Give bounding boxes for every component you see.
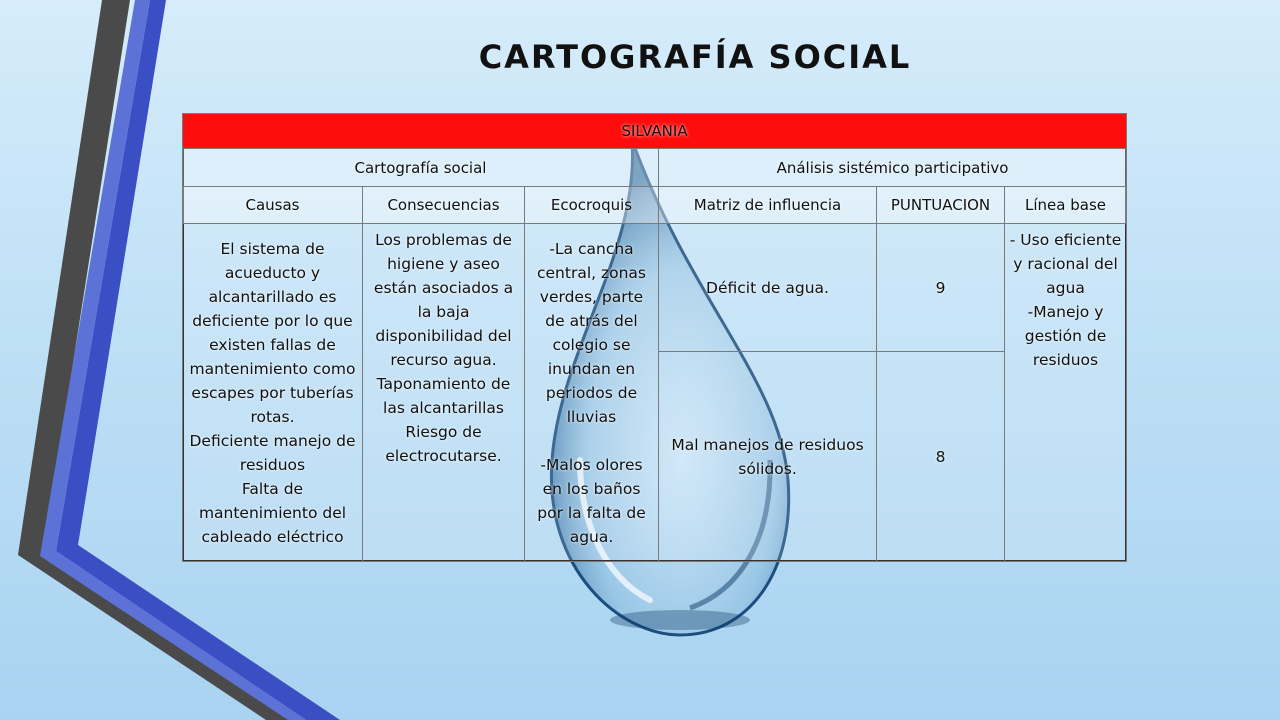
cell-linea-base bbox=[1005, 224, 1127, 562]
column-header-ecocroquis: Ecocroquis bbox=[525, 187, 659, 224]
causa-text: Deficiente manejo de residuos bbox=[189, 431, 356, 474]
column-header-puntuacion: PUNTUACION bbox=[877, 187, 1005, 224]
ecocroquis-text: -Malos olores en los baños por la falta de agua. bbox=[537, 455, 646, 546]
column-header-linea-base: Línea base bbox=[1005, 187, 1127, 224]
cell-causas bbox=[183, 224, 363, 562]
linea-base-text: - Uso eficiente y racional del agua bbox=[1009, 231, 1122, 297]
consecuencia-text: Los problemas de higiene y aseo están asociados a la baja disponibilidad del recurso agua. bbox=[373, 231, 514, 369]
cartografia-table bbox=[182, 113, 1127, 562]
consecuencia-text: Taponamiento de las alcantarillas bbox=[376, 375, 511, 417]
cell-consecuencias bbox=[363, 224, 525, 562]
linea-base-text: -Manejo y gestión de residuos bbox=[1024, 303, 1107, 369]
group-cartografia-social: Cartografía social bbox=[183, 149, 659, 187]
page-title: CARTOGRAFÍA SOCIAL bbox=[478, 38, 912, 76]
column-header-consecuencias: Consecuencias bbox=[363, 187, 525, 224]
causa-text: Falta de mantenimiento del cableado eléctrico bbox=[198, 479, 347, 546]
cell-ecocroquis bbox=[525, 224, 659, 562]
column-header-matriz: Matriz de influencia bbox=[659, 187, 877, 224]
consecuencia-text: Riesgo de electrocutarse. bbox=[385, 423, 502, 465]
column-header-causas: Causas bbox=[183, 187, 363, 224]
table-header-silvania: SILVANIA bbox=[183, 114, 1127, 149]
group-analisis-sistemico: Análisis sistémico participativo bbox=[659, 149, 1127, 187]
cell-puntuacion-2: 8 bbox=[877, 352, 1005, 562]
cell-puntuacion-1: 9 bbox=[877, 224, 1005, 352]
causa-text: El sistema de acueducto y alcantarillado es deficiente por lo que existen fallas de mantenimiento como escapes por tuberías rotas. bbox=[189, 239, 356, 426]
cell-matriz-2: Mal manejos de residuos sólidos. bbox=[659, 352, 877, 562]
cell-matriz-1: Déficit de agua. bbox=[659, 224, 877, 352]
ecocroquis-text: -La cancha central, zonas verdes, parte de atrás del colegio se inundan en periodos de lluvias bbox=[536, 239, 646, 426]
